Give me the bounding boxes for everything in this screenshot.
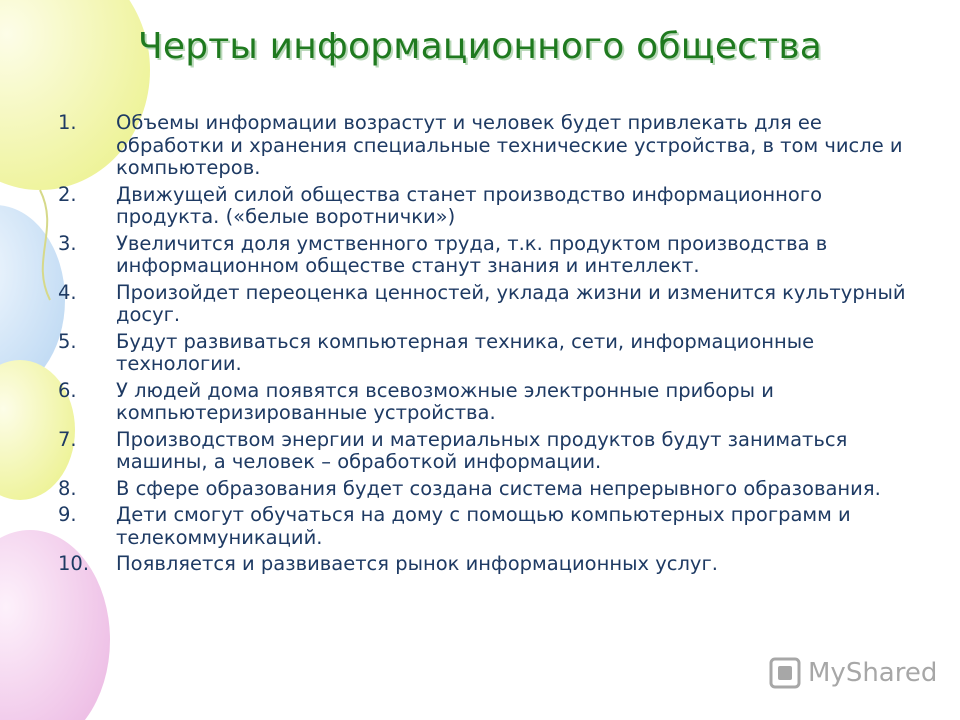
item-number: 2. <box>58 182 77 206</box>
item-text: У людей дома появятся всевозможные электронные приборы и компьютеризированные устройства. <box>116 378 774 424</box>
item-text: Производством энергии и материальных продуктов будут заниматься машины, а человек – обработкой информации. <box>116 427 848 473</box>
list-item <box>58 112 918 180</box>
item-text: Появляется и развивается рынок информационных услуг. <box>116 552 718 575</box>
list-item <box>58 478 918 501</box>
item-number: 8. <box>58 476 77 500</box>
list-item <box>58 380 918 425</box>
myshared-logo-icon <box>768 656 802 690</box>
list-item <box>58 504 918 549</box>
item-text: Произойдет переоценка ценностей, уклада жизни и изменится культурный досуг. <box>116 280 906 326</box>
item-text: Увеличится доля умственного труда, т.к. продуктом производства в информационном обществе станут знания и интеллект. <box>116 231 828 277</box>
item-number: 7. <box>58 427 77 451</box>
feature-list <box>58 112 918 580</box>
list-item <box>58 331 918 376</box>
item-text: Дети смогут обучаться на дому с помощью компьютерных программ и телекоммуникаций. <box>116 503 851 549</box>
item-number: 3. <box>58 231 77 255</box>
item-number: 10. <box>58 552 90 575</box>
item-text: Будут развиваться компьютерная техника, сети, информационные технологии. <box>116 329 815 375</box>
watermark-text: MyShared <box>808 658 938 688</box>
item-number: 6. <box>58 378 77 402</box>
myshared-watermark <box>768 655 937 691</box>
item-number: 1. <box>58 111 77 134</box>
item-text: В сфере образования будет создана система непрерывного образования. <box>116 476 881 500</box>
item-number: 5. <box>58 329 77 353</box>
item-number: 4. <box>58 280 77 304</box>
list-item <box>58 184 918 229</box>
item-number: 9. <box>58 503 77 526</box>
list-item <box>58 282 918 327</box>
slide-title: Черты информационного общества <box>137 26 823 67</box>
list-item <box>58 553 918 576</box>
list-item <box>58 429 918 474</box>
item-text: Движущей силой общества станет производство информационного продукта. («белые воротнички») <box>116 182 823 228</box>
item-text: Объемы информации возрастут и человек будет привлекать для ее обработки и хранения специальные технические устройства, в том числе и компьютеров. <box>116 111 903 179</box>
list-item <box>58 233 918 278</box>
